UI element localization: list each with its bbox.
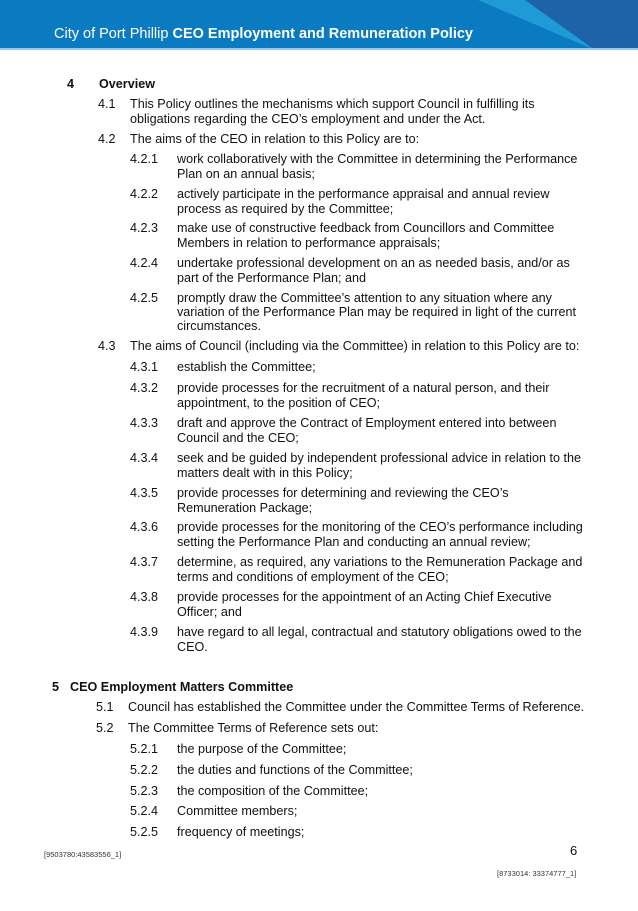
clause-text-line: This Policy outlines the mechanisms which support Council in fulfilling its <box>130 97 535 111</box>
page-number: 6 <box>570 843 578 858</box>
clause-text-line: setting the Performance Plan and conducting an annual review; <box>177 535 531 549</box>
clause-text-line: The Committee Terms of Reference sets out: <box>128 721 379 735</box>
clause-number: 4.3.6 <box>130 520 159 534</box>
clause-text-line: provide processes for the recruitment of a natural person, and their <box>177 381 550 395</box>
clause-number: 4.3.3 <box>130 416 159 430</box>
clause-text-line: obligations regarding the CEO’s employment and under the Act. <box>130 112 486 126</box>
clause-text-line: Remuneration Package; <box>177 501 313 515</box>
section-number: 5 <box>52 680 60 694</box>
clause-text-line: provide processes for the appointment of an Acting Chief Executive <box>177 590 552 604</box>
clause-text-line: actively participate in the performance appraisal and annual review <box>177 187 550 201</box>
clause-text-line: frequency of meetings; <box>177 825 305 839</box>
clause-text-line: undertake professional development on an as needed basis, and/or as <box>177 256 570 270</box>
clause-text-line: the composition of the Committee; <box>177 784 369 798</box>
clause-text-line: Council and the CEO; <box>177 431 299 445</box>
section-number: 4 <box>67 77 75 91</box>
clause-text-line: CEO. <box>177 640 208 654</box>
clause-text-line: provide processes for determining and reviewing the CEO’s <box>177 486 509 500</box>
header-underline <box>0 48 638 50</box>
clause-number: 5.2.3 <box>130 784 159 798</box>
clause-text-line: draft and approve the Contract of Employment entered into between <box>177 416 557 430</box>
clause-number: 4.2 <box>98 132 116 146</box>
page-header-banner <box>0 0 638 48</box>
clause-text-line: Council has established the Committee under the Committee Terms of Reference. <box>128 700 585 714</box>
clause-number: 5.2.2 <box>130 763 159 777</box>
clause-number: 4.3.7 <box>130 555 159 569</box>
clause-text-line: make use of constructive feedback from Councillors and Committee <box>177 221 555 235</box>
clause-number: 4.2.1 <box>130 152 159 166</box>
clause-number: 4.3.8 <box>130 590 159 604</box>
clause-number: 4.3.2 <box>130 381 159 395</box>
clause-number: 4.3.4 <box>130 451 159 465</box>
clause-text-line: Officer; and <box>177 605 242 619</box>
section-heading: CEO Employment Matters Committee <box>70 680 294 694</box>
clause-text-line: circumstances. <box>177 319 261 333</box>
clause-number: 4.1 <box>98 97 116 111</box>
clause-text-line: terms and conditions of employment of the CEO; <box>177 570 449 584</box>
clause-text-line: variation of the Performance Plan may be required in light of the current <box>177 305 577 319</box>
header-org-name: City of Port Phillip <box>54 26 169 42</box>
clause-text-line: have regard to all legal, contractual and statutory obligations owed to the <box>177 625 582 639</box>
clause-text-line: provide processes for the monitoring of the CEO’s performance including <box>177 520 583 534</box>
clause-text-line: Committee members; <box>177 804 298 818</box>
footer-document-reference: [9503780:43583556_1] <box>44 850 122 859</box>
clause-number: 4.3.9 <box>130 625 159 639</box>
clause-text-line: the purpose of the Committee; <box>177 742 347 756</box>
section-heading: Overview <box>99 77 156 91</box>
clause-text-line: determine, as required, any variations to the Remuneration Package and <box>177 555 583 569</box>
clause-number: 4.2.4 <box>130 256 159 270</box>
header-document-title: CEO Employment and Remuneration Policy <box>172 26 473 42</box>
clause-text-line: seek and be guided by independent professional advice in relation to the <box>177 451 581 465</box>
clause-text-line: matters dealt with in this Policy; <box>177 466 353 480</box>
clause-text-line: Plan on an annual basis; <box>177 167 315 181</box>
clause-number: 5.2.1 <box>130 742 159 756</box>
clause-text-line: The aims of Council (including via the Committee) in relation to this Policy are to: <box>130 339 580 353</box>
clause-number: 4.3 <box>98 339 116 353</box>
clause-number: 4.2.2 <box>130 187 159 201</box>
clause-number: 4.2.3 <box>130 221 159 235</box>
footer-template-reference: [8733014: 33374777_1] <box>497 869 577 878</box>
clause-text-line: work collaboratively with the Committee in determining the Performance <box>177 152 578 166</box>
clause-text-line: appointment, to the position of CEO; <box>177 396 381 410</box>
clause-number: 4.3.5 <box>130 486 159 500</box>
clause-text-line: part of the Performance Plan; and <box>177 271 367 285</box>
clause-text-line: the duties and functions of the Committee; <box>177 763 413 777</box>
clause-text-line: The aims of the CEO in relation to this Policy are to: <box>130 132 420 146</box>
clause-text-line: establish the Committee; <box>177 360 316 374</box>
clause-number: 5.2.4 <box>130 804 159 818</box>
clause-text-line: Members in relation to performance appraisals; <box>177 236 441 250</box>
clause-number: 4.3.1 <box>130 360 159 374</box>
clause-number: 5.1 <box>96 700 114 714</box>
clause-number: 5.2 <box>96 721 114 735</box>
clause-number: 4.2.5 <box>130 291 159 305</box>
header-title <box>54 26 473 42</box>
clause-text-line: process as required by the Committee; <box>177 202 394 216</box>
clause-text-line: promptly draw the Committee’s attention to any situation where any <box>177 291 552 305</box>
clause-number: 5.2.5 <box>130 825 159 839</box>
